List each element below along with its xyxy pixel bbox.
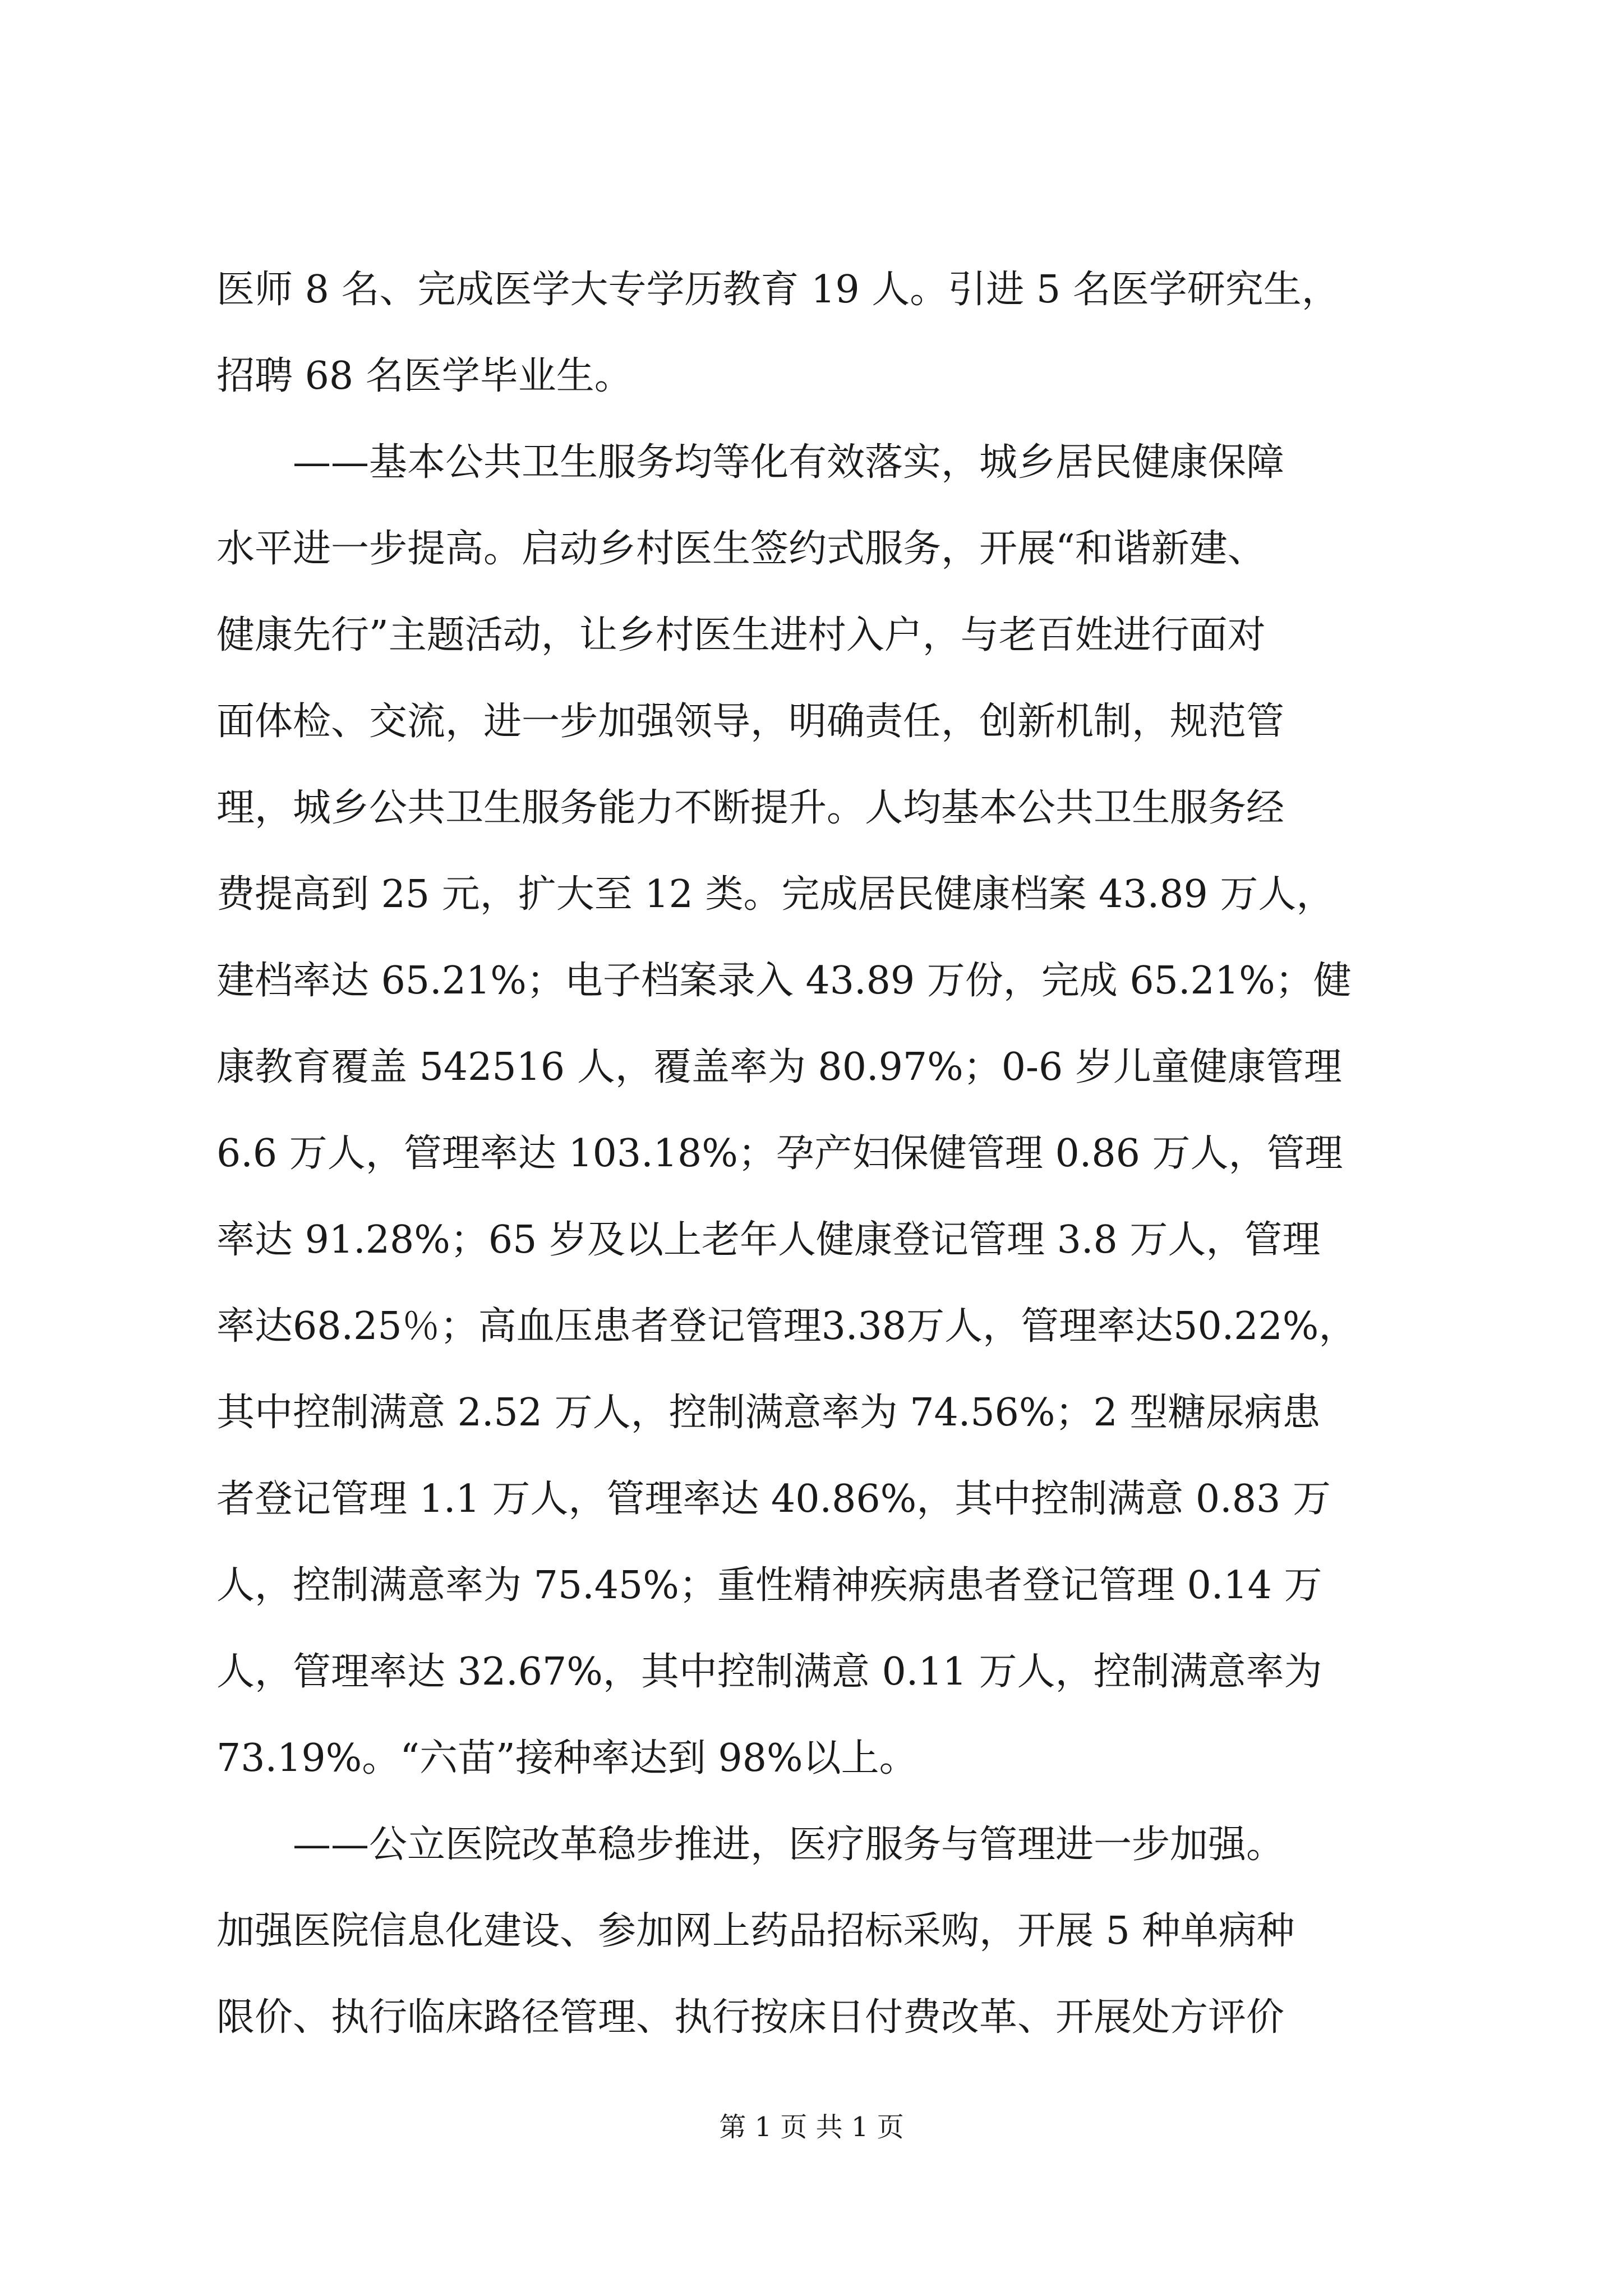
body-text xyxy=(216,268,1417,2082)
text-line: 人，管理率达 32.67%，其中控制满意 0.11 万人，控制满意率为 xyxy=(216,1650,1322,1694)
text-line: 加强医院信息化建设、参加网上药品招标采购，开展 5 种单病种 xyxy=(216,1910,1295,1953)
text-line: 者登记管理 1.1 万人，管理率达 40.86%，其中控制满意 0.83 万 xyxy=(216,1478,1331,1521)
text-line: 人，控制满意率为 75.45%；重性精神疾病患者登记管理 0.14 万 xyxy=(216,1564,1322,1608)
text-line: 水平进一步提高。启动乡村医生签约式服务，开展“和谐新建、 xyxy=(216,527,1266,571)
text-line: 6.6 万人，管理率达 103.18%；孕产妇保健管理 0.86 万人，管理 xyxy=(216,1132,1343,1176)
text-line: 费提高到 25 元，扩大至 12 类。完成居民健康档案 43.89 万人， xyxy=(216,873,1335,917)
text-line: 面体检、交流，进一步加强领导，明确责任，创新机制，规范管 xyxy=(216,700,1285,744)
text-line: 其中控制满意 2.52 万人，控制满意率为 74.56%；2 型糖尿病患 xyxy=(216,1391,1321,1435)
text-line: 建档率达 65.21%；电子档案录入 43.89 万份，完成 65.21%；健 xyxy=(216,959,1352,1003)
text-line: 康教育覆盖 542516 人，覆盖率为 80.97%；0-6 岁儿童健康管理 xyxy=(216,1046,1342,1089)
page-number-footer: 第 1 页 共 1 页 xyxy=(719,2111,904,2143)
text-line: 医师 8 名、完成医学大专学历教育 19 人。引进 5 名医学研究生， xyxy=(216,268,1340,312)
text-line: 73.19%。“六苗”接种率达到 98%以上。 xyxy=(216,1737,917,1780)
text-line: 理，城乡公共卫生服务能力不断提升。人均基本公共卫生服务经 xyxy=(216,786,1285,830)
text-line: 招聘 68 名医学毕业生。 xyxy=(216,355,633,398)
text-line: 限价、执行临床路径管理、执行按床日付费改革、开展处方评价 xyxy=(216,1996,1285,2040)
text-line: ——公立医院改革稳步推进，医疗服务与管理进一步加强。 xyxy=(216,1823,1285,1867)
text-line: 率达 91.28%；65 岁及以上老年人健康登记管理 3.8 万人，管理 xyxy=(216,1218,1321,1262)
text-line: 率达68.25％；高血压患者登记管理3.38万人，管理率达50.22%， xyxy=(216,1305,1357,1349)
text-line: ——基本公共卫生服务均等化有效落实，城乡居民健康保障 xyxy=(216,441,1285,485)
text-line: 健康先行”主题活动，让乡村医生进村入户，与老百姓进行面对 xyxy=(216,614,1266,657)
